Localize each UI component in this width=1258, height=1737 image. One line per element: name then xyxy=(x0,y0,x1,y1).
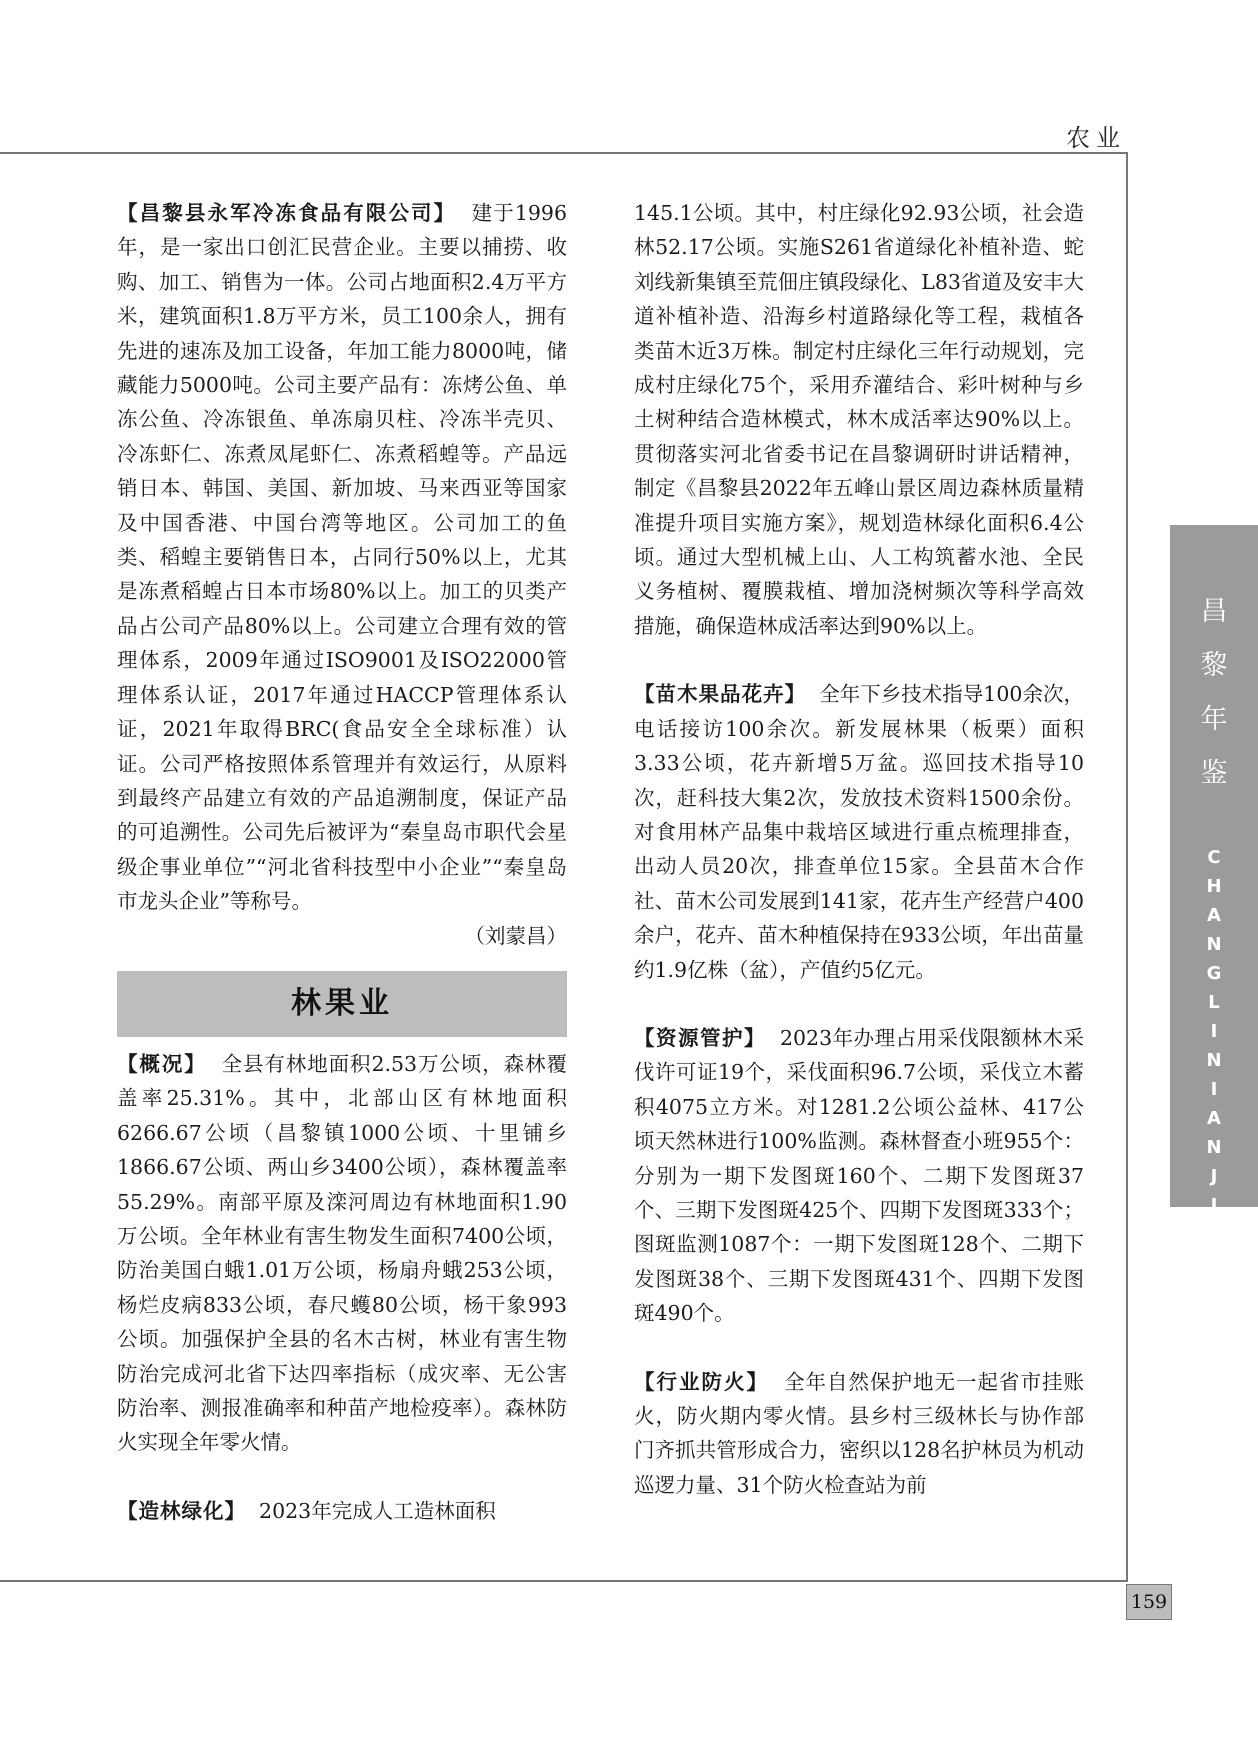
paragraph-gap xyxy=(634,643,1084,677)
left-column xyxy=(117,196,567,1528)
side-tab-pinyin: C H A N G L I N I A N J I A N xyxy=(1206,847,1222,1274)
paragraph-gap xyxy=(634,1331,1084,1365)
afforest-continued: 145.1公顷。其中，村庄绿化92.93公顷，社会造林52.17公顷。实施S261省道绿化补植补造、蛇刘线新集镇至荒佃庄镇段绿化、L83省道及安丰大道补植补造、沿海乡村道路绿化等工程，栽植各类苗木近3万株。制定村庄绿化三年行动规划，完成村庄绿化75个，采用乔灌结合、彩叶树种与乡土树种结合造林模式，林木成活率达90%以上。贯彻落实河北省委书记在昌黎调研时讲话精神，制定《昌黎县2022年五峰山景区周边森林质量精准提升项目实施方案》，规划造林绿化面积6.4公顷。通过大型机械上山、人工构筑蓄水池、全民义务植树、覆膜栽植、增加浇树频次等科学高效措施，确保造林成活率达到90%以上。 xyxy=(634,201,1084,638)
company-credit: （刘蒙昌） xyxy=(464,923,567,948)
resource-paragraph xyxy=(634,1021,1084,1331)
paragraph-gap xyxy=(117,1460,567,1494)
fire-text: 全年自然保护地无一起省市挂账火，防火期内零火情。县乡村三级林长与协作部门齐抓共管形成合力，密织以128名护林员为机动巡逻力量、31个防火检查站为前 xyxy=(634,1369,1085,1497)
side-tab xyxy=(1170,525,1258,1274)
afforest-paragraph xyxy=(117,1494,567,1528)
side-tab-title: 昌 黎 年 鉴 xyxy=(1200,596,1228,789)
section-title: 林果业 xyxy=(291,985,393,1021)
section-header: 农业 xyxy=(1066,124,1126,152)
nursery-paragraph xyxy=(634,677,1084,987)
right-border-rule xyxy=(1126,152,1128,1582)
resource-text: 2023年办理占用采伐限额林木采伐许可证19个，采伐面积96.7公顷，采伐立木蓄积4075立方米。对1281.2公顷公益林、417公顷天然林进行100%监测。森林督查小班955个：分别为一期下发图斑160个、二期下发图斑37个、三期下发图斑425个、四期下发图斑333个；图斑监测1087个：一期下发图斑128个、二期下发图斑38个、三期下发图斑431个、四期下发图斑490个。 xyxy=(634,1025,1084,1326)
company-text: 建于1996年，是一家出口创汇民营企业。主要以捕捞、收购、加工、销售为一体。公司占地面积2.4万平方米，建筑面积1.8万平方米，员工100余人，拥有先进的速冻及加工设备，年加工能力8000吨，储藏能力5000吨。公司主要产品有：冻烤公鱼、单冻公鱼、冷冻银鱼、单冻扇贝柱、冷冻半壳贝、冷冻虾仁、冻煮凤尾虾仁、冻煮稻蝗等。产品远销日本、韩国、美国、新加坡、马来西亚等国家及中国香港、中国台湾等地区。公司加工的鱼类、稻蝗主要销售日本，占同行50%以上，尤其是冻煮稻蝗占日本市场80%以上。加工的贝类产品占公司产品80%以上。公司建立合理有效的管理体系，2009年通过ISO9001及ISO22000管理体系认证，2017年通过HACCP管理体系认证，2021年取得BRC(食品安全全球标准）认证。公司严格按照体系管理并有效运行，从原料到最终产品建立有效的产品追溯制度，保证产品的可追溯性。公司先后被评为“秦皇岛市职代会星级企事业单位”“河北省科技型中小企业”“秦皇岛市龙头企业”等称号。 xyxy=(117,201,568,914)
company-paragraph xyxy=(117,196,567,919)
overview-heading: 【概况】 xyxy=(117,1051,207,1076)
nursery-heading: 【苗木果品花卉】 xyxy=(634,682,807,707)
afforest-heading: 【造林绿化】 xyxy=(117,1498,246,1523)
nursery-text: 全年下乡技术指导100余次，电话接访100余次。新发展林果（板栗）面积3.33公顷，花卉新增5万盆。巡回技术指导10次，赶科技大集2次，发放技术资料1500余份。对食用林产品集中栽培区域进行重点梳理排查，出动人员20次，排查单位15家。全县苗木合作社、苗木公司发展到141家，花卉生产经营户400余户，花卉、苗木种植保持在933公顷，年出苗量约1.9亿株（盆），产值约5亿元。 xyxy=(634,682,1084,982)
overview-paragraph xyxy=(117,1047,567,1460)
header-rule xyxy=(0,152,1128,154)
resource-heading: 【资源管护】 xyxy=(634,1025,766,1050)
paragraph-gap xyxy=(634,987,1084,1021)
fire-paragraph xyxy=(634,1365,1084,1503)
overview-text: 全县有林地面积2.53万公顷，森林覆盖率25.31%。其中，北部山区有林地面积6266.67公顷（昌黎镇1000公顷、十里铺乡1866.67公顷、两山乡3400公顷），森林覆盖率55.29%。南部平原及滦河周边有林地面积1.90万公顷。全年林业有害生物发生面积7400公顷，防治美国白蛾1.01万公顷，杨扇舟蛾253公顷，杨烂皮病833公顷，春尺蠖80公顷，杨干象993公顷。加强保护全县的名木古树，林业有害生物防治完成河北省下达四率指标（成灾率、无公害防治率、测报准确率和种苗产地检疫率）。森林防火实现全年零火情。 xyxy=(117,1051,567,1455)
right-column xyxy=(634,196,1084,1502)
company-heading: 【昌黎县永军冷冻食品有限公司】 xyxy=(117,201,457,225)
page-number: 159 xyxy=(1126,1584,1172,1620)
fire-heading: 【行业防火】 xyxy=(634,1369,769,1394)
footer-rule xyxy=(0,1580,1128,1582)
section-title-bar xyxy=(117,971,567,1037)
afforest-text: 2023年完成人工造林面积 xyxy=(259,1498,496,1523)
